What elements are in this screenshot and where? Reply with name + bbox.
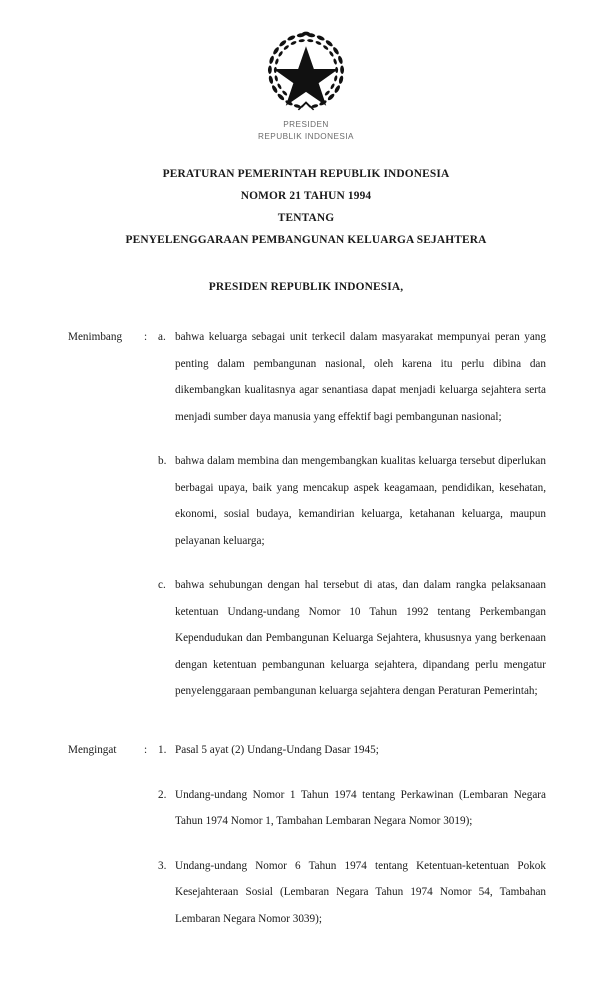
mengingat-item-marker-1: 1. — [158, 744, 167, 756]
menimbang-item-marker-a: a. — [158, 331, 166, 343]
mengingat-item-text-1: Pasal 5 ayat (2) Undang-Undang Dasar 1945; — [175, 744, 379, 756]
menimbang-colon: : — [144, 331, 148, 343]
mengingat-clause-row — [68, 737, 546, 932]
menimbang-section — [68, 324, 546, 705]
page-title-line-3: TENTANG — [277, 212, 335, 224]
list-item — [158, 572, 546, 705]
page-title-line-2: NOMOR 21 TAHUN 1994 — [240, 190, 372, 202]
mengingat-label: Mengingat — [68, 744, 117, 756]
menimbang-label: Menimbang — [68, 331, 123, 343]
mengingat-section — [68, 737, 546, 932]
list-item — [158, 324, 546, 430]
list-item — [158, 737, 546, 764]
menimbang-item-text-a: bahwa keluarga sebagai unit terkecil dalam masyarakat mempunyai peran yang penting dalam pembangunan nasional, oleh karena itu perlu dibina dan dikembangkan kualitasnya agar senantiasa dapat menjadi keluarga sejahtera serta menjadi sumber daya manusia yang effektif bagi pembangunan nasional; — [175, 331, 546, 423]
menimbang-item-marker-b: b. — [158, 455, 167, 467]
emblem-caption-line-2: REPUBLIK INDONESIA — [258, 131, 354, 141]
issuing-authority-heading: PRESIDEN REPUBLIK INDONESIA, — [208, 281, 404, 293]
list-item — [158, 853, 546, 933]
document-subtitle-block — [0, 278, 612, 296]
menimbang-item-text-b: bahwa dalam membina dan mengembangkan kualitas keluarga tersebut diperlukan berbagai upaya, baik yang mencakup aspek keagamaan, pendidikan, kesehatan, ekonomi, sosial budaya, kemandirian keluarga, ketahanan keluarga, maupun pelayanan keluarga; — [175, 455, 546, 547]
menimbang-item-marker-c: c. — [158, 579, 166, 591]
star-in-laurel-wreath-icon — [260, 28, 352, 114]
mengingat-item-marker-3: 3. — [158, 859, 167, 872]
mengingat-items — [158, 737, 546, 932]
mengingat-item-marker-2: 2. — [158, 788, 167, 801]
emblem-caption — [0, 119, 612, 142]
emblem-caption-line-1: PRESIDEN — [283, 120, 329, 129]
list-item — [158, 782, 546, 835]
list-item — [158, 448, 546, 554]
menimbang-clause-row — [68, 324, 546, 705]
document-title-block — [0, 163, 612, 251]
page-title-line-4: PENYELENGGARAAN PEMBANGUNAN KELUARGA SEJAHTERA — [125, 234, 487, 246]
menimbang-items — [158, 324, 546, 705]
menimbang-item-text-c: bahwa sehubungan dengan hal tersebut di atas, dan dalam rangka pelaksanaan ketentuan Undang-undang Nomor 10 Tahun 1992 tentang Perkembangan Kependudukan dan Pembangunan Keluarga Sejahtera, khususnya yang berkenaan dengan ketentuan pembangunan keluarga sejahtera, dipandang perlu mengatur penyelenggaraan pembangunan keluarga sejahtera dengan Peraturan Pemerintah; — [175, 579, 546, 697]
document-emblem-block — [0, 28, 612, 142]
mengingat-colon: : — [144, 744, 148, 756]
mengingat-item-text-2: Undang-undang Nomor 1 Tahun 1974 tentang Perkawinan (Lembaran Negara Tahun 1974 Nomor 1, Tambahan Lembaran Negara Nomor 3019); — [175, 788, 546, 827]
mengingat-item-text-3: Undang-undang Nomor 6 Tahun 1974 tentang Ketentuan-ketentuan Pokok Kesejahteraan Sosial (Lembaran Negara Tahun 1974 Nomor 54, Tambahan Lembaran Negara Nomor 3039); — [175, 859, 546, 925]
page-title-line-1: PERATURAN PEMERINTAH REPUBLIK INDONESIA — [162, 168, 450, 180]
